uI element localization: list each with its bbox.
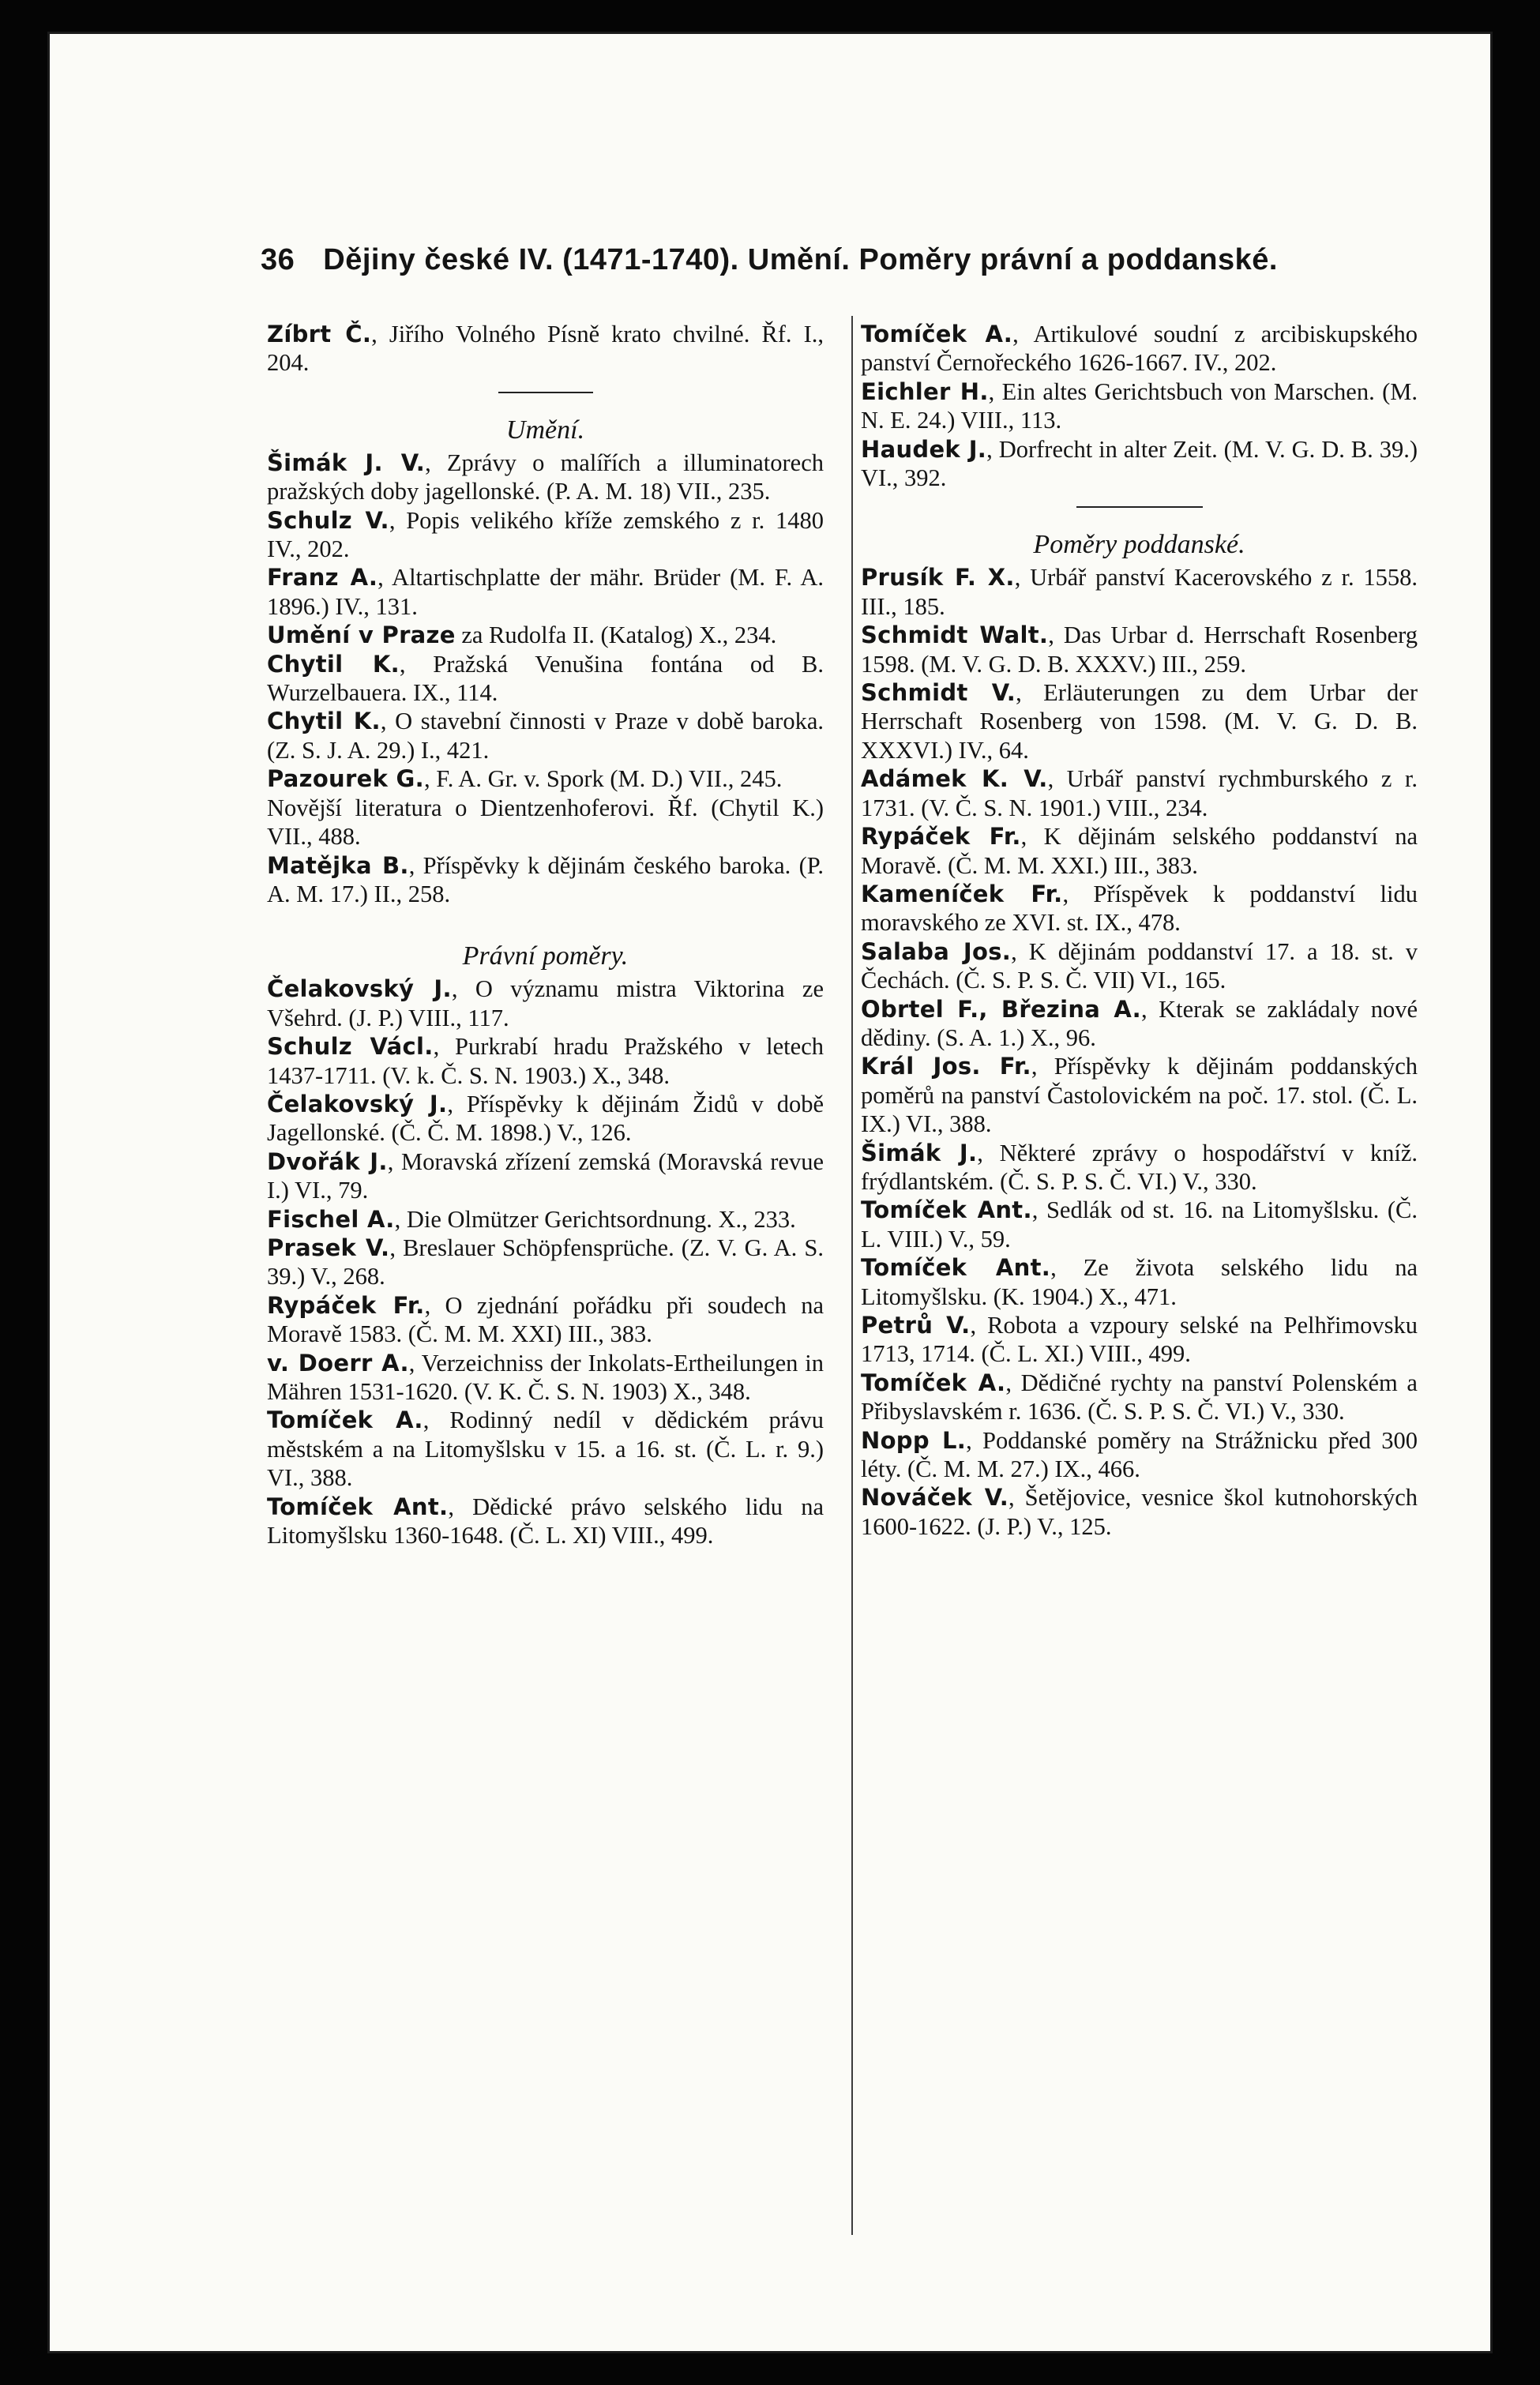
bibliography-entry bbox=[861, 678, 1418, 764]
scanned-page bbox=[47, 32, 1493, 2353]
entry-text: , Kterak se zakládaly nové dědiny. (S. A. 1.) X., 96. bbox=[861, 995, 1418, 1051]
entry-text: , Šetějovice, vesnice škol kutnohorských 1600-1622. (J. P.) V., 125. bbox=[861, 1484, 1418, 1540]
entry-text: , Zprávy o malířích a illuminatorech pražských doby jagellonské. (P. A. M. 18) VII., 235. bbox=[267, 449, 824, 505]
bibliography-entry bbox=[861, 937, 1418, 995]
left-top-entries bbox=[267, 320, 824, 377]
entry-author: Salaba Jos. bbox=[861, 937, 1012, 965]
entry-text: , Altartischplatte der mähr. Brüder (M. F. A. 1896.) IV., 131. bbox=[267, 564, 824, 620]
entry-author: Tomíček A. bbox=[267, 1407, 423, 1434]
bibliography-entry bbox=[267, 1032, 824, 1090]
bibliography-entry bbox=[267, 1147, 824, 1205]
entry-text: , Pražská Venušina fontána od B. Wurzelbauera. IX., 114. bbox=[267, 650, 824, 707]
bibliography-entry bbox=[861, 880, 1418, 937]
entry-author: Šimák J. bbox=[861, 1139, 978, 1166]
entry-text: , Das Urbar d. Herrschaft Rosenberg 1598. (M. V. G. D. B. XXXV.) III., 259. bbox=[861, 622, 1418, 678]
bibliography-entry bbox=[861, 1483, 1418, 1541]
bibliography-entry bbox=[267, 794, 824, 851]
entry-author: Zíbrt Č. bbox=[267, 321, 372, 347]
column-divider bbox=[851, 316, 853, 2235]
entry-author: Haudek J. bbox=[861, 435, 987, 463]
entry-author: Petrů V. bbox=[861, 1312, 971, 1339]
entry-text: , Dědické právo selského lidu na Litomyšlsku 1360-1648. (Č. L. XI) VIII., 499. bbox=[267, 1493, 824, 1549]
entry-author: Dvořák J. bbox=[267, 1147, 388, 1175]
entry-text: , Dědičné rychty na panství Polenském a Přibyslavském r. 1636. (Č. S. P. S. Č. VI.) V., 330. bbox=[861, 1369, 1418, 1425]
entry-text: za Rudolfa II. (Katalog) X., 234. bbox=[455, 622, 777, 649]
entry-text: , O stavební činnosti v Praze v době baroka. (Z. S. J. A. 29.) I., 421. bbox=[267, 708, 824, 764]
entry-text: , Některé zprávy o hospodářství v kníž. frýdlantském. (Č. S. P. S. Č. VI.) V., 330. bbox=[861, 1139, 1418, 1195]
bibliography-entry bbox=[267, 1349, 824, 1407]
entry-text: , K dějinám poddanství 17. a 18. st. v Čechách. (Č. S. P. S. Č. VII) VI., 165. bbox=[861, 937, 1418, 994]
bibliography-entry bbox=[861, 1311, 1418, 1369]
right-column bbox=[861, 320, 1418, 1541]
bibliography-entry bbox=[861, 435, 1418, 493]
pravni-entries bbox=[267, 975, 824, 1549]
entry-author: Nopp L. bbox=[861, 1426, 967, 1454]
entry-author: Rypáček Fr. bbox=[267, 1291, 425, 1319]
bibliography-entry bbox=[861, 1052, 1418, 1138]
bibliography-entry bbox=[267, 506, 824, 564]
bibliography-entry bbox=[267, 1234, 824, 1291]
entry-text: Novější literatura o Dientzenhoferovi. Řf. (Chytil K.) VII., 488. bbox=[267, 794, 824, 851]
entry-text: , Erläuterungen zu dem Urbar der Herrschaft Rosenberg von 1598. (M. V. G. D. B. XXXVI.) IV., 64. bbox=[861, 679, 1418, 764]
entry-author: Obrtel F., Březina A. bbox=[861, 995, 1141, 1023]
bibliography-entry bbox=[267, 975, 824, 1032]
right-top-entries bbox=[861, 320, 1418, 492]
bibliography-entry bbox=[267, 621, 824, 649]
entry-author: Šimák J. V. bbox=[267, 449, 426, 476]
bibliography-entry bbox=[861, 563, 1418, 621]
entry-author: Umění v Praze bbox=[267, 622, 456, 649]
section-rule bbox=[498, 392, 593, 393]
entry-author: Rypáček Fr. bbox=[861, 823, 1021, 851]
entry-author: Tomíček Ant. bbox=[267, 1493, 449, 1520]
entry-text: , O významu mistra Viktorina ze Všehrd. (J. P.) VIII., 117. bbox=[267, 975, 824, 1031]
entry-text: , F. A. Gr. v. Spork (M. D.) VII., 245. bbox=[423, 765, 783, 793]
bibliography-entry bbox=[267, 650, 824, 708]
entry-text: , Příspěvky k dějinám poddanských poměrů na panství Častolovickém na poč. 17. stol. (Č. L. IX.) VI., 388. bbox=[861, 1053, 1418, 1138]
bibliography-entry bbox=[267, 1406, 824, 1492]
bibliography-entry bbox=[267, 1205, 824, 1234]
entry-author: Eichler H. bbox=[861, 377, 989, 405]
section-heading-pravni: Právní poměry. bbox=[462, 941, 629, 971]
bibliography-entry bbox=[267, 1291, 824, 1349]
section-heading-poddanske: Poměry poddanské. bbox=[1033, 530, 1245, 560]
bibliography-entry bbox=[267, 563, 824, 621]
entry-text: , Dorfrecht in alter Zeit. (M. V. G. D. B. 39.) VI., 392. bbox=[861, 435, 1418, 492]
page-number: 36 bbox=[261, 243, 295, 276]
entry-text: , Popis velikého kříže zemského z r. 1480 IV., 202. bbox=[267, 506, 824, 563]
umeni-entries bbox=[267, 449, 824, 909]
entry-text: , Die Olmützer Gerichtsordnung. X., 233. bbox=[394, 1205, 796, 1233]
entry-text: , Urbář panství rychmburského z r. 1731. (V. Č. S. N. 1901.) VIII., 234. bbox=[861, 765, 1418, 821]
entry-author: Tomíček Ant. bbox=[861, 1196, 1032, 1224]
entry-text: , Sedlák od st. 16. na Litomyšlsku. (Č. L. VIII.) V., 59. bbox=[861, 1196, 1418, 1253]
entry-author: Čelakovský J. bbox=[267, 975, 452, 1003]
left-column bbox=[267, 320, 824, 1549]
bibliography-entry bbox=[267, 1493, 824, 1550]
page-header-title: Dějiny české IV. (1471-1740). Umění. Poměry právní a poddanské. bbox=[323, 243, 1278, 276]
bibliography-entry bbox=[861, 621, 1418, 678]
entry-author: Matějka B. bbox=[267, 851, 409, 879]
bibliography-entry bbox=[861, 1196, 1418, 1253]
entry-author: Kameníček Fr. bbox=[861, 880, 1063, 907]
entry-author: Nováček V. bbox=[861, 1484, 1009, 1512]
entry-author: Čelakovský J. bbox=[267, 1090, 448, 1117]
entry-text: , Rodinný nedíl v dědickém právu městském a na Litomyšlsku v 15. a 16. st. (Č. L. r. 9.) VI., 388. bbox=[267, 1407, 824, 1492]
running-head bbox=[261, 243, 1366, 277]
entry-text: , Poddanské poměry na Strážnicku před 300 léty. (Č. M. M. 27.) IX., 466. bbox=[861, 1426, 1418, 1483]
entry-text: , Ze života selského lidu na Litomyšlsku. (K. 1904.) X., 471. bbox=[861, 1254, 1418, 1310]
bibliography-entry bbox=[267, 764, 824, 793]
bibliography-entry bbox=[267, 707, 824, 764]
entry-text: , Urbář panství Kacerovského z r. 1558. III., 185. bbox=[861, 564, 1418, 620]
bibliography-entry bbox=[861, 1253, 1418, 1311]
section-gap bbox=[267, 908, 824, 938]
bibliography-entry bbox=[861, 1139, 1418, 1196]
entry-text: , Artikulové soudní z arcibiskupského panství Černořeckého 1626-1667. IV., 202. bbox=[861, 321, 1418, 377]
entry-author: Pazourek G. bbox=[267, 765, 424, 793]
entry-text: , K dějinám selského poddanství na Moravě. (Č. M. M. XXI.) III., 383. bbox=[861, 823, 1418, 879]
bibliography-entry bbox=[267, 1090, 824, 1147]
entry-author: Schmidt V. bbox=[861, 679, 1016, 707]
entry-author: Fischel A. bbox=[267, 1205, 395, 1233]
bibliography-entry bbox=[861, 764, 1418, 822]
entry-text: , Purkrabí hradu Pražského v letech 1437-1711. (V. k. Č. S. N. 1903.) X., 348. bbox=[267, 1033, 824, 1089]
entry-author: Chytil K. bbox=[267, 708, 381, 735]
entry-author: Schulz Václ. bbox=[267, 1033, 434, 1061]
bibliography-entry bbox=[267, 449, 824, 506]
poddanske-entries bbox=[861, 563, 1418, 1541]
entry-author: Tomíček Ant. bbox=[861, 1254, 1051, 1282]
entry-author: Prasek V. bbox=[267, 1234, 390, 1261]
entry-text: , Příspěvek k poddanství lidu moravského ze XVI. st. IX., 478. bbox=[861, 880, 1418, 937]
section-rule bbox=[1076, 506, 1203, 508]
entry-author: Adámek K. V. bbox=[861, 765, 1048, 793]
entry-text: , Příspěvky k dějinám českého baroka. (P. A. M. 17.) II., 258. bbox=[267, 851, 824, 907]
entry-author: Tomíček A. bbox=[861, 321, 1013, 347]
entry-author: Chytil K. bbox=[267, 650, 400, 678]
bibliography-entry bbox=[861, 822, 1418, 880]
entry-author: Schulz V. bbox=[267, 506, 389, 534]
entry-text: , Příspěvky k dějinám Židů v době Jagellonské. (Č. Č. M. 1898.) V., 126. bbox=[267, 1090, 824, 1147]
entry-text: , Breslauer Schöpfensprüche. (Z. V. G. A. S. 39.) V., 268. bbox=[267, 1234, 824, 1290]
entry-text: , Verzeichniss der Inkolats-Ertheilungen in Mähren 1531-1620. (V. K. Č. S. N. 1903) X., 348. bbox=[267, 1349, 824, 1405]
entry-author: Tomíček A. bbox=[861, 1369, 1006, 1396]
entry-text: , Jiřího Volného Písně krato chvilné. Řf. I., 204. bbox=[267, 321, 824, 377]
bibliography-entry bbox=[861, 995, 1418, 1053]
bibliography-entry bbox=[267, 851, 824, 909]
bibliography-entry bbox=[861, 1369, 1418, 1426]
entry-text: , Ein altes Gerichtsbuch von Marschen. (M. N. E. 24.) VIII., 113. bbox=[861, 377, 1418, 434]
entry-author: Schmidt Walt. bbox=[861, 622, 1049, 649]
section-heading-umeni: Umění. bbox=[505, 415, 585, 445]
bibliography-entry bbox=[861, 320, 1418, 377]
bibliography-entry bbox=[861, 1426, 1418, 1484]
entry-text: , Moravská zřízení zemská (Moravská revue I.) VI., 79. bbox=[267, 1147, 824, 1204]
entry-author: Král Jos. Fr. bbox=[861, 1053, 1031, 1080]
entry-author: Prusík F. X. bbox=[861, 564, 1015, 592]
entry-text: , Robota a vzpoury selské na Pelhřimovsku 1713, 1714. (Č. L. XI.) VIII., 499. bbox=[861, 1312, 1418, 1368]
entry-text: , O zjednání pořádku při soudech na Moravě 1583. (Č. M. M. XXI) III., 383. bbox=[267, 1291, 824, 1348]
bibliography-entry bbox=[861, 377, 1418, 435]
entry-author: v. Doerr A. bbox=[267, 1349, 409, 1377]
bibliography-entry bbox=[267, 320, 824, 377]
entry-author: Franz A. bbox=[267, 564, 378, 592]
